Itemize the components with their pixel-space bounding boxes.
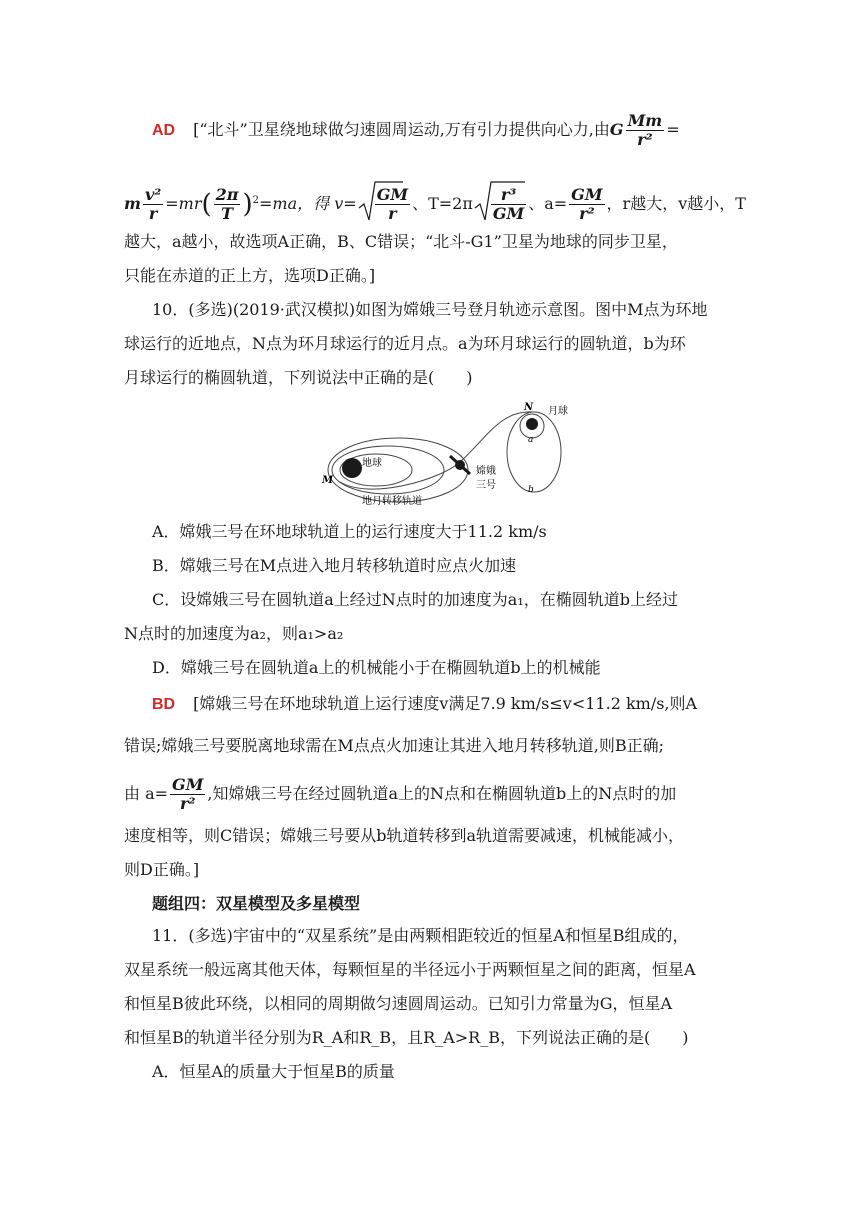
fraction-GM-r2: $\frac{GM}{\text{r²}}$ [571,185,603,223]
q9-answer-line-4: 只能在赤道的正上方，选项D正确。] [124,266,376,285]
fraction-GM-r2-answer: $\frac{GM}{\text{r²}}$ [172,775,204,813]
q10-answer-line-2: 错误;嫦娥三号要脱离地球需在M点点火加速让其进入地月转移轨道,则B正确; [124,736,665,755]
q10-answer-line-4: 速度相等，则C错误；嫦娥三号要从b轨道转移到a轨道需要减速，机械能减小， [124,826,685,845]
earth-icon [342,458,362,478]
q10-option-D: D．嫦娥三号在圆轨道a上的机械能小于在椭圆轨道b上的机械能 [152,658,601,677]
q10-stem-line-1: 10．(多选)(2019·武汉模拟)如图为嫦娥三号登月轨迹示意图。图中M点为环地 [152,300,708,319]
moon-icon [526,418,538,430]
q10-option-A: A．嫦娥三号在环地球轨道上的运行速度大于11.2 km/s [152,522,547,541]
q10-answer-label: BD [152,696,176,713]
chang-e-trajectory-diagram [310,400,590,512]
q9-answer-line-3: 越大，a越小，故选项A正确，B、C错误；“北斗-G1”卫星为地球的同步卫星， [124,232,678,251]
label-a: a [528,435,534,445]
q9-answer-label: AD [152,122,176,139]
q10-option-C-line-1: C．设嫦娥三号在圆轨道a上经过N点时的加速度为a₁，在椭圆轨道b上经过 [152,590,678,609]
q10-answer-line-3: 由 a= $\frac{GM}{\text{r²}}$ ,知嫦娥三号在经过圆轨道a上的N点和在椭圆轨道b上的N点时的加 [124,775,677,813]
label-moon: 月球 [548,406,568,417]
label-transfer-orbit: 地月转移轨道 [362,496,422,507]
q11-stem-line-2: 双星系统一般远离其他天体，每颗恒星的半径远小于两颗恒星之间的距离，恒星A [124,960,696,979]
q11-stem-line-3: 和恒星B彼此环绕，以相同的周期做匀速圆周运动。已知引力常量为G，恒星A [124,994,673,1013]
fraction-Mm-r2: $\frac{Mm}{\text{r²}}$ [627,111,663,149]
q11-stem-line-1: 11．(多选)宇宙中的“双星系统”是由两颗相距较近的恒星A和恒星B组成的， [152,926,689,945]
q10-option-B: B．嫦娥三号在M点进入地月转移轨道时应点火加速 [152,556,517,575]
label-b: b [528,485,534,495]
label-chang-e-1: 嫦娥 [476,466,496,477]
q9-answer-line-2: m $\frac{\text{v²}}{r}$ =mr( $\frac{2\pi}{T}$ )$^2$=ma，得 v= $\frac{GM}{r}$ 、T=2π $\frac{\text{r³}}{GM}$ 、a= $\frac{GM}{\text{r²}}$ ，r越大，v越小，T [124,178,744,231]
label-earth: 地球 [362,458,382,469]
q9-answer-line-1: AD [“北斗”卫星绕地球做匀速圆周运动,万有引力提供向心力,由G $\frac{Mm}{\text{r²}}$ = [152,111,680,149]
q11-option-A: A．恒星A的质量大于恒星B的质量 [152,1062,395,1081]
label-M: M [322,475,334,486]
label-N: N [524,402,534,413]
fraction-2pi-T: $\frac{2\pi}{T}$ [215,185,239,223]
q10-stem-line-3: 月球运行的椭圆轨道，下列说法中正确的是( ) [124,368,473,387]
q11-stem-line-4: 和恒星B的轨道半径分别为R_A和R_B，且R_A>R_B，下列说法正确的是( ) [124,1028,689,1047]
q10-answer-line-5: 则D正确。] [124,860,200,879]
group4-heading: 题组四：双星模型及多星模型 [152,894,361,913]
fraction-v2-r: $\frac{\text{v²}}{r}$ [144,185,162,223]
label-chang-e-2: 三号 [476,480,496,491]
q10-option-C-line-2: N点时的加速度为a₂，则a₁>a₂ [124,624,344,643]
q10-answer-line-1: BD [嫦娥三号在环地球轨道上运行速度v满足7.9 km/s≤v<11.2 km/s,则A [152,694,698,713]
q10-stem-line-2: 球运行的近地点，N点为环月球运行的近月点。a为环月球运行的圆轨道，b为环 [124,334,686,353]
